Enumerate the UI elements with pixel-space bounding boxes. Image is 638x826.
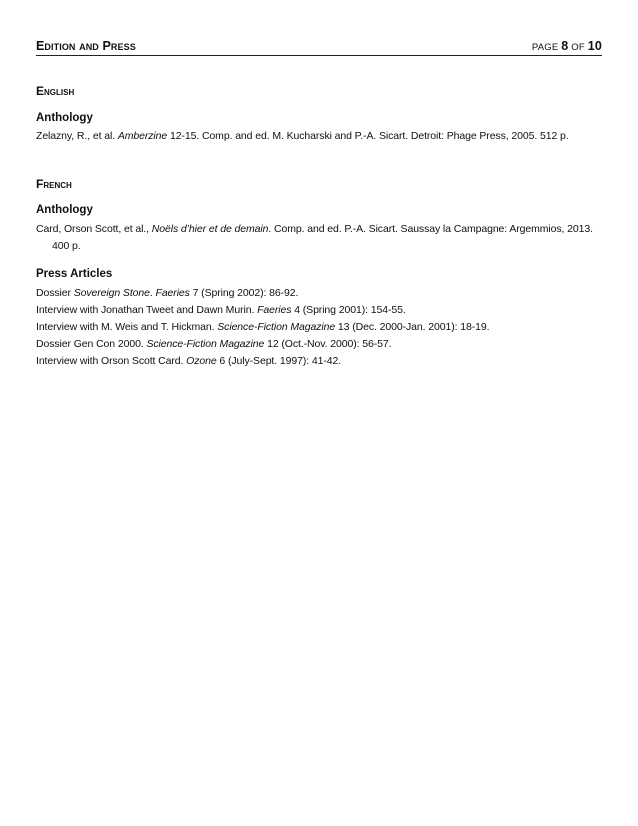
- press-entry: [36, 319, 602, 336]
- subheading-anthology-english: Anthology: [36, 112, 93, 124]
- entry-text: 12-15. Comp. and ed. M. Kucharski and P.-A. Sicart. Detroit: Phage Press, 2005. 512 p.: [167, 130, 569, 142]
- entry-text: Dossier: [36, 287, 74, 299]
- press-entry: [36, 353, 602, 370]
- press-entry: [36, 336, 602, 353]
- bibliography-entry: [36, 128, 602, 145]
- subheading-press-articles: Press Articles: [36, 268, 113, 280]
- header-title: Edition and Press: [36, 39, 136, 53]
- entry-text: 4 (Spring 2001): 154-55.: [291, 304, 406, 316]
- of-word: OF: [571, 42, 585, 53]
- entry-journal: Science-Fiction Magazine: [146, 338, 265, 350]
- page-header: [36, 37, 602, 56]
- entry-text: Dossier Gen Con 2000.: [36, 338, 147, 350]
- bibliography-entry: [36, 221, 602, 255]
- entry-title: Sovereign Stone: [73, 287, 150, 299]
- entry-text: 13 (Dec. 2000-Jan. 2001): 18-19.: [335, 321, 490, 333]
- section-heading-french: French: [36, 177, 72, 191]
- subheading-anthology-french: Anthology: [36, 204, 93, 216]
- entry-text: Interview with Jonathan Tweet and Dawn Murin.: [36, 304, 258, 316]
- page-total: 10: [587, 39, 602, 53]
- page-word: PAGE: [531, 42, 559, 53]
- entry-text: Card, Orson Scott, et al.,: [36, 223, 152, 235]
- entry-title: Noëls d’hier et de demain: [151, 223, 269, 235]
- section-heading-english: English: [36, 84, 75, 98]
- entry-journal: Faeries: [257, 304, 292, 316]
- press-entry: [36, 285, 602, 302]
- entry-text: Interview with Orson Scott Card.: [36, 355, 187, 367]
- entry-text: Interview with M. Weis and T. Hickman.: [36, 321, 218, 333]
- entry-text: . Comp. and ed. P.-A. Sicart. Saussay la Campagne: Argemmios, 2013. 400 p.: [52, 223, 593, 252]
- entry-journal: Ozone: [186, 355, 217, 367]
- entry-text: .: [149, 287, 156, 299]
- entry-title: Amberzine: [117, 130, 168, 142]
- page-number: 8: [561, 39, 569, 53]
- entry-text: 6 (July-Sept. 1997): 41-42.: [216, 355, 342, 367]
- entry-journal: Faeries: [155, 287, 190, 299]
- entry-journal: Science-Fiction Magazine: [217, 321, 336, 333]
- page-indicator: [532, 39, 602, 53]
- entry-text: 12 (Oct.-Nov. 2000): 56-57.: [264, 338, 392, 350]
- entry-text: 7 (Spring 2002): 86-92.: [189, 287, 299, 299]
- press-entry: [36, 302, 602, 319]
- entry-text: Zelazny, R., et al.: [36, 130, 118, 142]
